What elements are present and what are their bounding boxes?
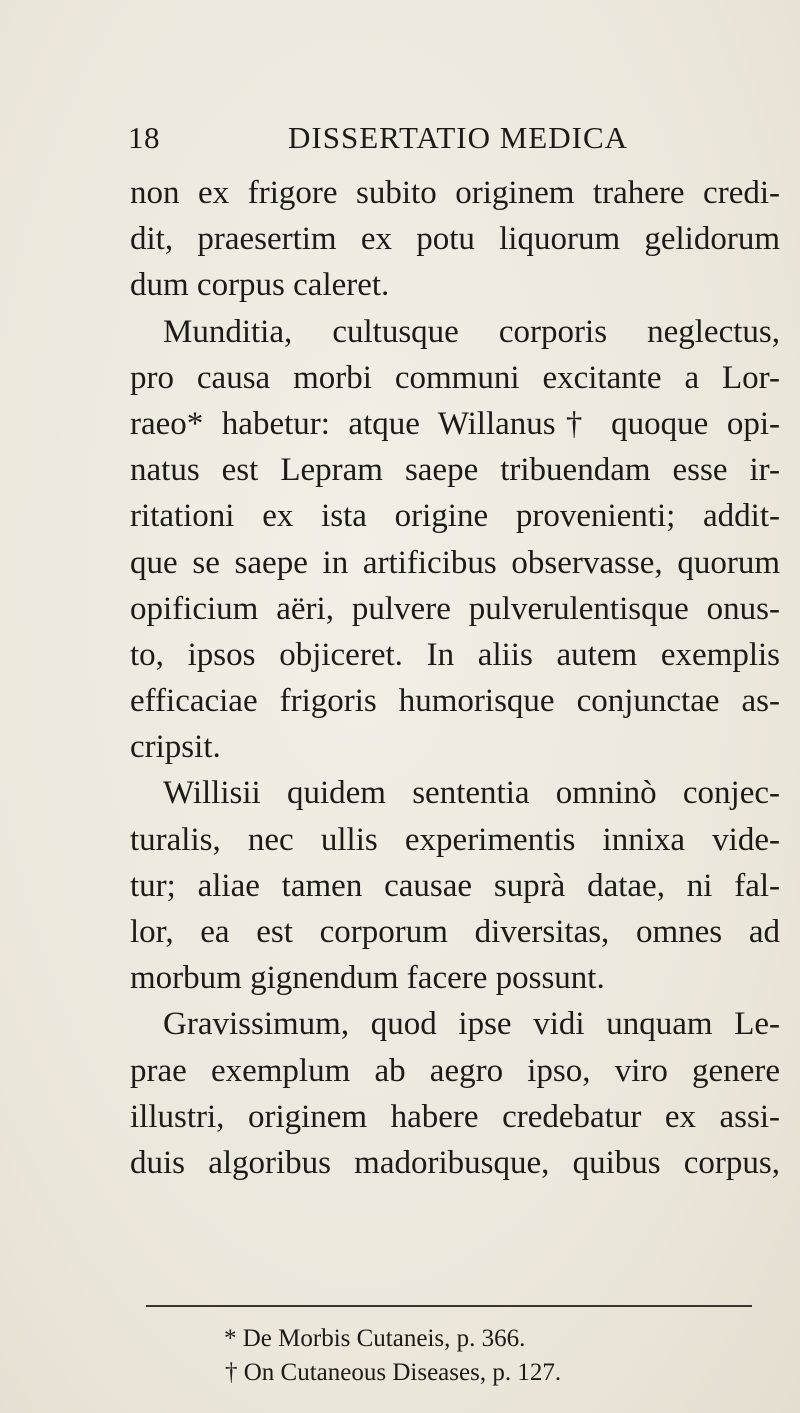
footnote-rule — [146, 1305, 752, 1307]
text-line: Gravissimum, quod ipse vidi unquam Le- — [163, 1006, 780, 1043]
text-line: turalis, nec ullis experimentis innixa vide- — [130, 821, 780, 858]
footnote: † On Cutaneous Diseases, p. 127. — [225, 1359, 562, 1386]
running-title: DISSERTATIO MEDICA — [288, 120, 629, 155]
running-head — [128, 118, 728, 158]
text-line: illustri, originem habere credebatur ex assi- — [130, 1098, 780, 1135]
text-line: Munditia, cultusque corporis neglectus, — [163, 313, 780, 350]
text-line: dit, praesertim ex potu liquorum gelidorum — [130, 221, 780, 258]
text-line: tur; aliae tamen causae suprà datae, ni fal- — [130, 867, 780, 904]
text-line: cripsit. — [130, 729, 221, 766]
body-text — [130, 170, 780, 1186]
text-line: raeo* habetur: atque Willanus† quoque opi- — [130, 405, 780, 442]
text-line: opificium aëri, pulvere pulverulentisque onus- — [130, 590, 780, 627]
page-number: 18 — [128, 120, 160, 155]
text-line: Willisii quidem sententia omninò conjec- — [163, 775, 780, 812]
text-line: non ex frigore subito originem trahere credi- — [130, 175, 780, 211]
footnotes — [130, 1322, 780, 1390]
text-line: dum corpus caleret. — [130, 267, 390, 304]
text-line: to, ipsos objiceret. In aliis autem exemplis — [130, 636, 780, 673]
text-line: morbum gignendum facere possunt. — [130, 960, 605, 997]
text-line: que se saepe in artificibus observasse, quorum — [130, 544, 780, 581]
text-line: pro causa morbi communi excitante a Lor- — [130, 359, 780, 396]
text-line: prae exemplum ab aegro ipso, viro genere — [130, 1052, 780, 1089]
text-line: efficaciae frigoris humorisque conjunctae as- — [130, 683, 780, 720]
text-line: natus est Lepram saepe tribuendam esse ir- — [130, 452, 780, 489]
text-line: ritationi ex ista origine provenienti; addit- — [130, 498, 780, 535]
footnote: * De Morbis Cutaneis, p. 366. — [224, 1325, 526, 1352]
text-line: duis algoribus madoribusque, quibus corpus, — [130, 1144, 780, 1181]
text-line: lor, ea est corporum diversitas, omnes ad — [130, 914, 780, 950]
